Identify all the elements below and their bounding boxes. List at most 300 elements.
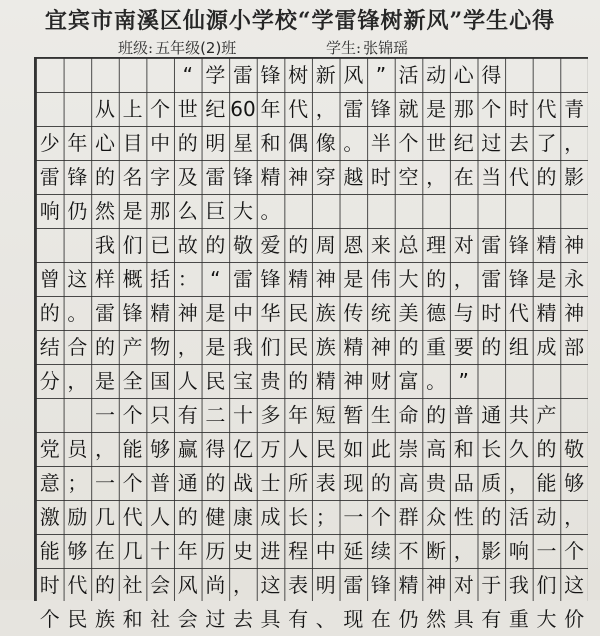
grid-cell: 美: [398, 301, 419, 325]
grid-cell: [505, 58, 533, 92]
grid-cell: 神: [288, 165, 309, 189]
grid-cell: 高: [426, 437, 447, 461]
grid-cell: 所: [288, 471, 309, 495]
grid-cell: 程: [288, 539, 309, 563]
grid-cell: 质: [481, 471, 502, 495]
grid-cell: 赢: [177, 437, 198, 461]
grid-cell: 宝: [232, 369, 253, 393]
grid-cell: 普: [150, 471, 171, 495]
grid-cell: 中: [150, 131, 171, 155]
grid-cell: 族: [94, 607, 115, 631]
grid-cell: [36, 92, 64, 126]
grid-cell: [478, 364, 506, 398]
grid-cell: 括: [150, 267, 171, 291]
grid-cell: 恩: [343, 233, 364, 257]
grid-cell: 有: [288, 607, 309, 631]
grid-cell: 国: [150, 369, 171, 393]
essay-line: [36, 466, 588, 500]
essay-line: [36, 296, 588, 330]
grid-cell: 们: [122, 233, 143, 257]
grid-cell: 明: [205, 131, 226, 155]
grid-cell: 代: [122, 505, 143, 529]
grid-cell: 锋: [232, 165, 253, 189]
grid-cell: 一: [94, 471, 115, 495]
grid-cell: 周: [315, 233, 336, 257]
grid-cell: [146, 58, 174, 92]
grid-cell: [36, 58, 64, 92]
grid-cell: ，: [426, 165, 447, 189]
grid-cell: 仍: [67, 199, 88, 223]
essay-line: [36, 262, 588, 296]
grid-cell: 于: [481, 573, 502, 597]
grid-cell: 十: [232, 403, 253, 427]
grid-cell: 过: [205, 607, 226, 631]
grid-cell: 仍: [398, 607, 419, 631]
grid-cell: 的: [94, 335, 115, 359]
grid-cell: 组: [508, 335, 529, 359]
grid-cell: 雷: [94, 301, 115, 325]
grid-cell: 的: [205, 233, 226, 257]
grid-cell: 对: [453, 573, 474, 597]
grid-cell: 雷: [481, 233, 502, 257]
grid-cell: ；: [67, 471, 88, 495]
grid-cell: 民: [288, 301, 309, 325]
grid-cell: 大: [398, 267, 419, 291]
grid-cell: 们: [260, 335, 281, 359]
grid-cell: 万: [260, 437, 281, 461]
grid-cell: 年: [260, 97, 281, 121]
grid-cell: 我: [94, 233, 115, 257]
grid-cell: 神: [564, 301, 585, 325]
grid-cell: 的: [426, 267, 447, 291]
grid-cell: 雷: [232, 63, 253, 87]
grid-cell: [560, 194, 588, 228]
grid-cell: 雷: [481, 267, 502, 291]
grid-cell: 从: [94, 97, 115, 121]
grid-cell: 短: [315, 403, 336, 427]
grid-cell: 不: [398, 539, 419, 563]
grid-cell: 的: [205, 471, 226, 495]
grid-cell: 大: [536, 607, 557, 631]
grid-cell: 那: [150, 199, 171, 223]
grid-cell: 风: [177, 573, 198, 597]
grid-cell: 中: [232, 301, 253, 325]
grid-cell: 民: [205, 369, 226, 393]
grid-cell: 的: [481, 505, 502, 529]
grid-cell: [91, 58, 119, 92]
grid-cell: 心: [453, 63, 474, 87]
grid-cell: [505, 194, 533, 228]
class-value: 五年级(2)班: [155, 39, 237, 57]
grid-cell: 明: [315, 573, 336, 597]
grid-cell: 名: [122, 165, 143, 189]
grid-cell: 史: [232, 539, 253, 563]
grid-cell: 代: [536, 97, 557, 121]
grid-cell: [36, 398, 64, 432]
grid-cell: 分: [39, 369, 60, 393]
grid-cell: 社: [122, 573, 143, 597]
grid-cell: 是: [343, 267, 364, 291]
grid-cell: 富: [398, 369, 419, 393]
grid-cell: 生: [370, 403, 391, 427]
grid-cell: 时: [508, 97, 529, 121]
grid-cell: 个: [481, 97, 502, 121]
grid-cell: 大: [232, 199, 253, 223]
grid-cell: 神: [343, 369, 364, 393]
grid-cell: 时: [39, 573, 60, 597]
grid-cell: 战: [232, 471, 253, 495]
grid-cell: 续: [370, 539, 391, 563]
grid-cell: 众: [426, 505, 447, 529]
grid-cell: 人: [177, 369, 198, 393]
grid-cell: 的: [177, 505, 198, 529]
grid-cell: 。: [260, 199, 281, 223]
grid-cell: 总: [398, 233, 419, 257]
grid-cell: [478, 194, 506, 228]
grid-cell: 表: [315, 471, 336, 495]
grid-cell: ，: [177, 335, 198, 359]
grid-cell: 久: [508, 437, 529, 461]
grid-cell: 理: [426, 233, 447, 257]
grid-cell: 锋: [508, 267, 529, 291]
grid-cell: ，: [315, 97, 336, 121]
grid-cell: 锋: [370, 573, 391, 597]
grid-cell: 永: [564, 267, 585, 291]
grid-cell: 越: [343, 165, 364, 189]
grid-cell: 暂: [343, 403, 364, 427]
grid-cell: 亿: [232, 437, 253, 461]
grid-cell: 具: [453, 607, 474, 631]
essay-line: [36, 500, 588, 534]
grid-cell: 的: [39, 301, 60, 325]
grid-cell: 得: [205, 437, 226, 461]
grid-cell: 那: [453, 97, 474, 121]
grid-cell: 时: [481, 301, 502, 325]
grid-cell: [533, 194, 561, 228]
grid-cell: 几: [122, 539, 143, 563]
grid-cell: 是: [205, 335, 226, 359]
grid-cell: 康: [232, 505, 253, 529]
grid-cell: 长: [481, 437, 502, 461]
grid-cell: ，: [453, 539, 474, 563]
grid-cell: 人: [150, 505, 171, 529]
grid-cell: 现: [343, 471, 364, 495]
grid-cell: [560, 398, 588, 432]
grid-cell: 偶: [288, 131, 309, 155]
grid-cell: 是: [122, 199, 143, 223]
grid-cell: 上: [122, 97, 143, 121]
grid-cell: 一: [536, 539, 557, 563]
grid-cell: 品: [453, 471, 474, 495]
grid-cell: 合: [67, 335, 88, 359]
grid-cell: 物: [150, 335, 171, 359]
grid-cell: 中: [315, 539, 336, 563]
grid-cell: 和: [453, 437, 474, 461]
grid-cell: 是: [94, 369, 115, 393]
grid-cell: 去: [508, 131, 529, 155]
grid-cell: 在: [94, 539, 115, 563]
essay-line: [36, 58, 588, 92]
grid-cell: 精: [150, 301, 171, 325]
grid-cell: 群: [398, 505, 419, 529]
grid-cell: [119, 58, 147, 92]
class-field: [118, 38, 236, 58]
grid-cell: “: [210, 267, 221, 291]
essay-line: [36, 126, 588, 160]
grid-cell: 。: [67, 301, 88, 325]
grid-cell: 世: [426, 131, 447, 155]
grid-cell: 重: [508, 607, 529, 631]
grid-cell: 励: [67, 505, 88, 529]
grid-cell: 年: [288, 403, 309, 427]
grid-cell: 够: [564, 471, 585, 495]
grid-cell: [64, 228, 92, 262]
grid-cell: 活: [508, 505, 529, 529]
grid-cell: [64, 58, 92, 92]
grid-cell: 锋: [67, 165, 88, 189]
grid-cell: 民: [288, 335, 309, 359]
grid-cell: 当: [481, 165, 502, 189]
grid-cell: 的: [398, 335, 419, 359]
grid-cell: 的: [94, 573, 115, 597]
grid-cell: 与: [453, 301, 474, 325]
grid-cell: 有: [481, 607, 502, 631]
grid-cell: 贵: [426, 471, 447, 495]
grid-cell: 半: [370, 131, 391, 155]
grid-cell: 重: [426, 335, 447, 359]
grid-cell: 个: [39, 607, 60, 631]
grid-cell: 员: [67, 437, 88, 461]
grid-cell: 进: [260, 539, 281, 563]
grid-cell: 响: [39, 199, 60, 223]
essay-line: [36, 432, 588, 466]
grid-cell: [367, 194, 395, 228]
grid-cell: [505, 364, 533, 398]
grid-cell: 够: [67, 539, 88, 563]
essay-line: [36, 534, 588, 568]
grid-cell: [450, 194, 478, 228]
essay-line: [36, 364, 588, 398]
grid-cell: ”: [375, 63, 387, 87]
grid-cell: 部: [564, 335, 585, 359]
grid-cell: 概: [122, 267, 143, 291]
grid-cell: 只: [150, 403, 171, 427]
student-field: [326, 38, 408, 58]
grid-cell: 代: [508, 165, 529, 189]
grid-cell: 崇: [398, 437, 419, 461]
grid-cell: 神: [177, 301, 198, 325]
essay-line: [36, 160, 588, 194]
grid-cell: 会: [150, 573, 171, 597]
essay-line: [36, 398, 588, 432]
grid-cell: 的: [288, 369, 309, 393]
grid-cell: 就: [398, 97, 419, 121]
grid-cell: 族: [315, 335, 336, 359]
grid-cell: 代: [508, 301, 529, 325]
grid-cell: [64, 92, 92, 126]
essay-line: [36, 568, 588, 602]
grid-cell: 影: [481, 539, 502, 563]
grid-cell: 年: [177, 539, 198, 563]
grid-cell: 已: [150, 233, 171, 257]
grid-cell: 和: [260, 131, 281, 155]
grid-cell: 民: [67, 607, 88, 631]
grid-cell: 纪: [205, 97, 226, 121]
grid-cell: 的: [94, 165, 115, 189]
grid-cell: 多: [260, 403, 281, 427]
essay-line: [36, 228, 588, 262]
grid-cell: 是: [426, 97, 447, 121]
grid-cell: 个: [122, 471, 143, 495]
grid-cell: 穿: [315, 165, 336, 189]
grid-cell: 们: [536, 573, 557, 597]
grid-cell: 样: [94, 267, 115, 291]
grid-cell: 精: [398, 573, 419, 597]
grid-cell: 雷: [343, 97, 364, 121]
grid-cell: 字: [150, 165, 171, 189]
grid-cell: 个: [564, 539, 585, 563]
writing-grid: [34, 57, 588, 631]
essay-line: [36, 602, 588, 636]
grid-cell: 长: [288, 505, 309, 529]
grid-cell: 来: [370, 233, 391, 257]
grid-cell: 如: [343, 437, 364, 461]
grid-cell: [36, 228, 64, 262]
grid-cell: 现: [343, 607, 364, 631]
grid-cell: 一: [343, 505, 364, 529]
grid-cell: 传: [343, 301, 364, 325]
grid-cell: 能: [122, 437, 143, 461]
grid-cell: 通: [481, 403, 502, 427]
grid-cell: [340, 194, 368, 228]
grid-cell: 然: [94, 199, 115, 223]
grid-cell: 高: [398, 471, 419, 495]
grid-cell: 党: [39, 437, 60, 461]
grid-cell: 个: [150, 97, 171, 121]
grid-cell: 共: [508, 403, 529, 427]
grid-cell: 是: [536, 267, 557, 291]
grid-cell: 风: [343, 63, 364, 87]
grid-cell: ，: [94, 437, 115, 461]
grid-cell: 精: [260, 165, 281, 189]
grid-cell: 一: [94, 403, 115, 427]
grid-cell: 新: [315, 63, 336, 87]
grid-cell: 结: [39, 335, 60, 359]
grid-cell: 青: [564, 97, 585, 121]
grid-cell: 、: [315, 607, 336, 631]
grid-cell: 德: [426, 301, 447, 325]
grid-cell: 去: [232, 607, 253, 631]
grid-cell: 具: [260, 607, 281, 631]
grid-cell: 健: [205, 505, 226, 529]
grid-cell: 。: [426, 369, 447, 393]
grid-cell: 空: [398, 165, 419, 189]
grid-cell: [533, 364, 561, 398]
grid-cell: 要: [453, 335, 474, 359]
grid-cell: [64, 398, 92, 432]
grid-cell: 爱: [260, 233, 281, 257]
grid-cell: 价: [564, 607, 585, 631]
grid-cell: 得: [481, 63, 502, 87]
grid-cell: 的: [481, 335, 502, 359]
grid-cell: 和: [122, 607, 143, 631]
student-label: 学生:: [326, 39, 362, 57]
grid-cell: 精: [536, 301, 557, 325]
grid-cell: 雷: [205, 165, 226, 189]
grid-cell: 锋: [260, 63, 281, 87]
grid-cell: 历: [205, 539, 226, 563]
grid-cell: 个: [398, 131, 419, 155]
grid-cell: 少: [39, 131, 60, 155]
grid-cell: [312, 194, 340, 228]
grid-cell: 普: [453, 403, 474, 427]
grid-cell: ，: [564, 131, 585, 155]
grid-cell: 过: [481, 131, 502, 155]
grid-cell: 社: [150, 607, 171, 631]
grid-cell: ”: [458, 369, 469, 393]
grid-cell: 延: [343, 539, 364, 563]
grid-cell: 像: [315, 131, 336, 155]
student-value: 张锦瑶: [363, 39, 409, 57]
grid-cell: 的: [370, 471, 391, 495]
grid-cell: 表: [288, 573, 309, 597]
grid-cell: 成: [536, 335, 557, 359]
grid-cell: ：: [177, 267, 198, 291]
grid-cell: 神: [564, 233, 585, 257]
grid-cell: 及: [177, 165, 198, 189]
grid-cell: 故: [177, 233, 198, 257]
grid-cell: 十: [150, 539, 171, 563]
grid-cell: 财: [370, 369, 391, 393]
grid-cell: 响: [508, 539, 529, 563]
grid-cell: 曾: [39, 267, 60, 291]
grid-cell: ，: [67, 369, 88, 393]
grid-cell: 的: [426, 403, 447, 427]
grid-cell: 星: [232, 131, 253, 155]
grid-cell: ，: [232, 573, 253, 597]
grid-cell: 二: [205, 403, 226, 427]
grid-cell: 雷: [232, 267, 253, 291]
grid-cell: 的: [536, 437, 557, 461]
grid-cell: 民: [315, 437, 336, 461]
grid-cell: 我: [232, 335, 253, 359]
grid-cell: 成: [260, 505, 281, 529]
document-title: 宜宾市南溪区仙源小学校“学雷锋树新风”学生心得: [44, 8, 556, 34]
grid-cell: [284, 194, 312, 228]
grid-cell: 伟: [370, 267, 391, 291]
grid-cell: 这: [260, 573, 281, 597]
grid-cell: 对: [453, 233, 474, 257]
grid-cell: 神: [370, 335, 391, 359]
grid-cell: 影: [564, 165, 585, 189]
grid-cell: 锋: [122, 301, 143, 325]
grid-cell: 族: [315, 301, 336, 325]
grid-cell: ，: [453, 267, 474, 291]
grid-cell: 年: [67, 131, 88, 155]
essay-line: [36, 92, 588, 126]
grid-cell: 在: [370, 607, 391, 631]
grid-cell: 够: [150, 437, 171, 461]
grid-cell: 敬: [564, 437, 585, 461]
grid-cell: 的: [536, 165, 557, 189]
grid-cell: ，: [508, 471, 529, 495]
grid-cell: [395, 194, 423, 228]
grid-cell: 士: [260, 471, 281, 495]
grid-cell: 会: [177, 607, 198, 631]
grid-cell: 学: [205, 63, 226, 87]
grid-cell: 树: [288, 63, 309, 87]
grid-cell: 世: [177, 97, 198, 121]
